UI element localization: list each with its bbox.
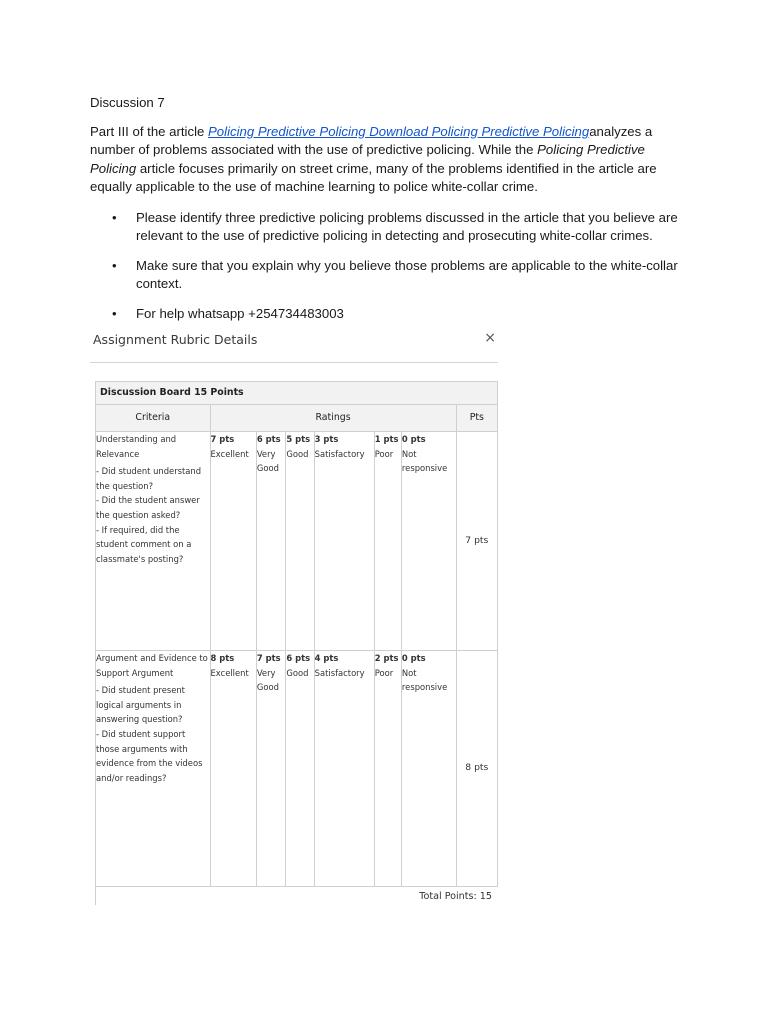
rubric-title: Assignment Rubric Details: [93, 332, 258, 347]
rating-cell: [286, 432, 314, 651]
rating-label: Very Good: [256, 448, 279, 474]
rating-label: Not responsive: [401, 667, 448, 693]
rating-cell: [314, 432, 374, 651]
intro-mid-text: analyzes a number of problems associated with the use of predictive policing. While the: [90, 123, 653, 157]
rating-cell: [210, 432, 256, 651]
rating-points: 7 pts: [210, 434, 235, 444]
rating-cell: [256, 651, 286, 887]
table-row: [96, 651, 498, 887]
rating-points: 6 pts: [256, 434, 281, 444]
rating-points: 4 pts: [314, 653, 339, 663]
rating-points: 7 pts: [256, 653, 281, 663]
list-item-text: For help whatsapp +254734483003: [136, 305, 344, 321]
rating-label: Satisfactory: [314, 667, 365, 678]
points-cell: 7 pts: [456, 432, 497, 651]
rating-label: Good: [286, 448, 309, 459]
download-article-link[interactable]: Download Policing Predictive Policing: [369, 123, 590, 139]
document-title: Discussion 7: [90, 95, 165, 110]
rating-label: Poor: [374, 667, 394, 678]
intro-paragraph: [90, 123, 690, 197]
list-item: [90, 257, 690, 294]
rating-points: 2 pts: [374, 653, 399, 663]
rating-points: 0 pts: [401, 653, 426, 663]
rating-label: Good: [286, 667, 309, 678]
points-cell: 8 pts: [456, 651, 497, 887]
rating-label: Excellent: [210, 667, 249, 678]
list-item-text: Please identify three predictive policing problems discussed in the article that you believe are relevant to the use of predictive policing in detecting and prosecuting white-collar crimes.: [136, 209, 678, 243]
rating-label: Poor: [374, 448, 394, 459]
rubric-table: [95, 381, 498, 887]
pts-header: Pts: [456, 405, 497, 432]
rating-cell: [314, 651, 374, 887]
rubric-panel: [90, 328, 498, 902]
list-item: [90, 305, 690, 324]
criterion-questions: - Did student present logical arguments in answering question? - Did student support those arguments with evidence from the videos and/or readings?: [96, 685, 203, 783]
criteria-header: Criteria: [96, 405, 211, 432]
rating-label: Very Good: [256, 667, 279, 693]
rating-cell: [256, 432, 286, 651]
criterion-name: Argument and Evidence to Support Argument: [96, 653, 208, 678]
rating-cell: [374, 651, 401, 887]
table-footer-border: [95, 883, 96, 905]
rating-points: 1 pts: [374, 434, 399, 444]
rating-cell: [401, 651, 456, 887]
rubric-board-title: Discussion Board 15 Points: [96, 382, 498, 405]
ratings-header: Ratings: [210, 405, 456, 432]
rating-points: 5 pts: [286, 434, 311, 444]
criterion-name: Understanding and Relevance: [96, 434, 177, 459]
instruction-list: [90, 209, 690, 324]
rating-cell: [286, 651, 314, 887]
rating-label: Excellent: [210, 448, 249, 459]
document-body: [90, 90, 690, 334]
rating-points: 8 pts: [210, 653, 235, 663]
table-row: [96, 432, 498, 651]
rating-points: 3 pts: [314, 434, 339, 444]
total-points: Total Points: 15: [419, 891, 492, 902]
rating-label: Satisfactory: [314, 448, 365, 459]
rubric-header: [90, 328, 498, 363]
bullet-icon: •: [112, 209, 117, 225]
rating-cell: [374, 432, 401, 651]
rating-cell: [401, 432, 456, 651]
list-item-text: Make sure that you explain why you believe those problems are applicable to the white-collar context.: [136, 257, 678, 291]
criterion-questions: - Did student understand the question? - Did the student answer the question asked? - If required, did the student comment on a classmate's posting?: [96, 466, 202, 564]
bullet-icon: •: [112, 305, 117, 321]
rating-points: 6 pts: [286, 653, 311, 663]
rating-points: 0 pts: [401, 434, 426, 444]
close-icon[interactable]: ×: [484, 330, 496, 346]
list-item: [90, 209, 690, 246]
article-link[interactable]: Policing Predictive Policing: [208, 123, 366, 139]
bullet-icon: •: [112, 257, 117, 273]
criterion-cell: [96, 432, 211, 651]
intro-prefix: Part III of the article: [90, 123, 209, 139]
rating-label: Not responsive: [401, 448, 448, 474]
article-title-italic: Policing Predictive Policing: [90, 142, 645, 176]
rating-cell: [210, 651, 256, 887]
intro-end-text: article focuses primarily on street crime, many of the problems identified in the article are equally applicable to the use of machine learning to police white-collar crime.: [90, 160, 657, 194]
criterion-cell: [96, 651, 211, 887]
